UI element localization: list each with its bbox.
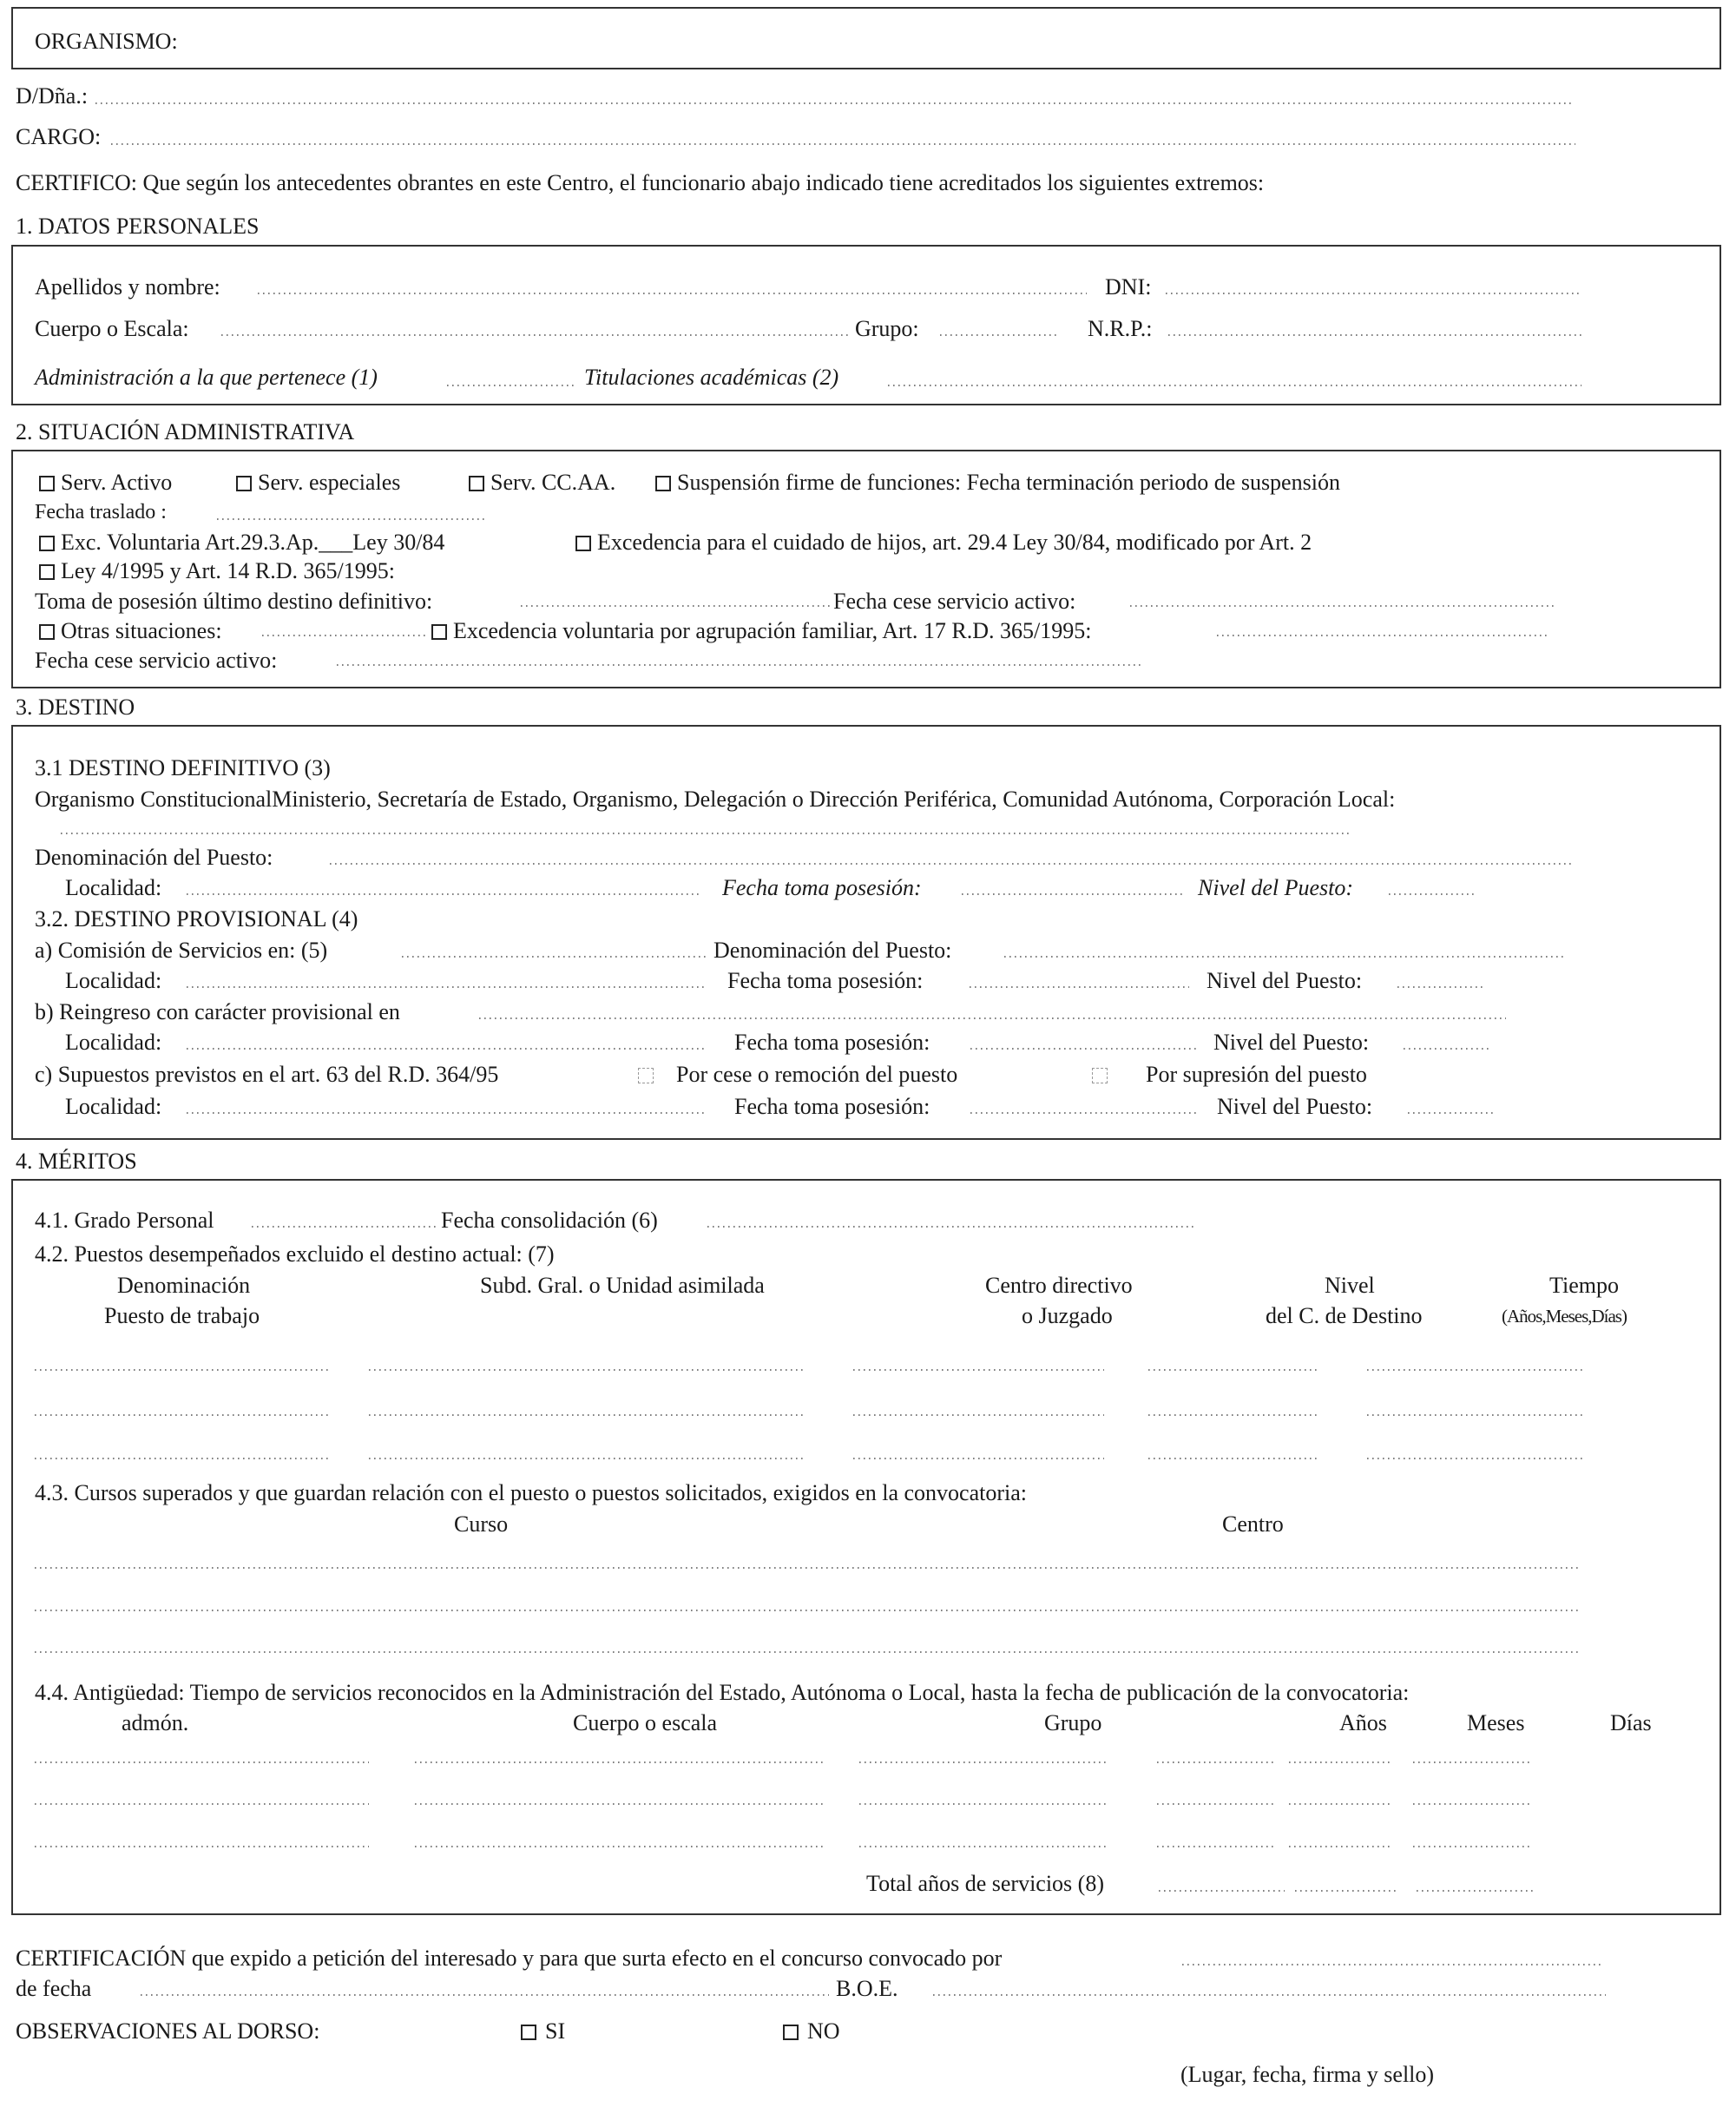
checkbox-agrupacion[interactable]	[431, 624, 447, 640]
titulaciones-label: Titulaciones académicas (2)	[584, 365, 839, 390]
supuestos-label: c) Supuestos previstos en el art. 63 del R.D. 364/95	[35, 1062, 499, 1087]
fecha-toma-label-a: Fecha toma posesión:	[727, 968, 924, 993]
section-4-box	[11, 1179, 1721, 1915]
section-2-title: 2. SITUACIÓN ADMINISTRATIVA	[16, 419, 355, 444]
grupo-label: Grupo:	[855, 316, 919, 341]
checkbox-suspension[interactable]	[655, 476, 671, 491]
lugar-fecha-firma: (Lugar, fecha, firma y sello)	[1180, 2062, 1435, 2087]
fecha-toma-label-c: Fecha toma posesión:	[734, 1094, 930, 1119]
certificacion-text: CERTIFICACIÓN que expido a petición del interesado y para que surta efecto en el concurso convocado por	[16, 1946, 1003, 1971]
denominacion-label: Denominación del Puesto:	[35, 845, 273, 870]
header-centro-directivo: Centro directivo	[985, 1273, 1133, 1298]
header-subd: Subd. Gral. o Unidad asimilada	[480, 1273, 765, 1298]
header-nivel: Nivel	[1325, 1273, 1375, 1298]
header-denominacion: Denominación	[117, 1273, 251, 1298]
boe-label: B.O.E.	[836, 1976, 898, 2001]
nrp-label: N.R.P.:	[1088, 316, 1153, 341]
cursos-label: 4.3. Cursos superados y que guardan relación con el puesto o puestos solicitados, exigidos en la convocatoria:	[35, 1480, 1028, 1505]
checkbox-serv-especiales[interactable]	[236, 476, 252, 491]
agrupacion-familiar-option[interactable]: Excedencia voluntaria por agrupación familiar, Art. 17 R.D. 365/1995:	[431, 620, 1091, 642]
checkbox-exc-hijos[interactable]	[575, 536, 591, 551]
checkbox-otras[interactable]	[39, 624, 55, 640]
header-c-destino: del C. de Destino	[1266, 1303, 1423, 1328]
denominacion-label-a: Denominación del Puesto:	[713, 938, 952, 963]
nivel-label-c: Nivel del Puesto:	[1217, 1094, 1373, 1119]
header-juzgado: o Juzgado	[1022, 1303, 1113, 1328]
puestos-desempenados-label: 4.2. Puestos desempeñados excluido el destino actual: (7)	[35, 1241, 555, 1267]
dias-header: Días	[1610, 1710, 1652, 1735]
organismo-constitucional-label: Organismo ConstitucionalMinisterio, Secretaría de Estado, Organismo, Delegación o Dirección Periférica, Comunidad Autónoma, Corporación Local:	[35, 787, 1396, 812]
admon-header: admón.	[122, 1710, 189, 1735]
header-anos-meses-dias: (Años,Meses,Días)	[1502, 1306, 1627, 1327]
section-1-title: 1. DATOS PERSONALES	[16, 214, 260, 239]
exc-hijos-option[interactable]: Excedencia para el cuidado de hijos, art. 29.4 Ley 30/84, modificado por Art. 2	[575, 531, 1312, 554]
localidad-label: Localidad:	[65, 875, 162, 900]
dni-label: DNI:	[1105, 274, 1152, 300]
reingreso-label: b) Reingreso con carácter provisional en	[35, 999, 400, 1024]
de-fecha-label: de fecha	[16, 1976, 92, 2001]
observaciones-label: OBSERVACIONES AL DORSO:	[16, 2018, 320, 2044]
section-3-title: 3. DESTINO	[16, 695, 135, 720]
supresion-option[interactable]: Por supresión del puesto	[1092, 1063, 1367, 1086]
nivel-label: Nivel del Puesto:	[1198, 875, 1354, 900]
fecha-toma-label-b: Fecha toma posesión:	[734, 1030, 930, 1055]
centro-header: Centro	[1222, 1511, 1284, 1537]
localidad-label-c: Localidad:	[65, 1094, 162, 1119]
localidad-label-b: Localidad:	[65, 1030, 162, 1055]
serv-especiales-option[interactable]: Serv. especiales	[236, 471, 400, 494]
toma-posesion-label: Toma de posesión último destino definitivo:	[35, 589, 433, 614]
curso-header: Curso	[454, 1511, 509, 1537]
serv-activo-option[interactable]: Serv. Activo	[39, 471, 172, 494]
fecha-cese-label-2: Fecha cese servicio activo:	[35, 648, 278, 673]
fecha-cese-label-1: Fecha cese servicio activo:	[833, 589, 1076, 614]
checkbox-ley[interactable]	[39, 564, 55, 580]
nivel-label-a: Nivel del Puesto:	[1207, 968, 1363, 993]
section-4-title: 4. MÉRITOS	[16, 1149, 137, 1174]
organismo-box[interactable]	[11, 7, 1721, 69]
administracion-label: Administración a la que pertenece (1)	[35, 365, 378, 390]
cuerpo-label: Cuerpo o Escala:	[35, 316, 189, 341]
serv-ccaa-option[interactable]: Serv. CC.AA.	[469, 471, 615, 494]
antiguedad-label: 4.4. Antigüedad: Tiempo de servicios reconocidos en la Administración del Estado, Autónoma o Local, hasta la fecha de publicación de la convocatoria:	[35, 1680, 1410, 1705]
otras-situaciones-option[interactable]: Otras situaciones:	[39, 620, 222, 642]
no-option[interactable]: NO	[783, 2020, 840, 2043]
header-tiempo: Tiempo	[1549, 1273, 1619, 1298]
checkbox-si[interactable]	[521, 2025, 536, 2040]
comision-label: a) Comisión de Servicios en: (5)	[35, 938, 328, 963]
cargo-label: CARGO:	[16, 124, 102, 149]
fecha-traslado-label: Fecha traslado :	[35, 501, 167, 523]
localidad-label-a: Localidad:	[65, 968, 162, 993]
organismo-label: ORGANISMO:	[35, 29, 178, 54]
certifico-text: CERTIFICO: Que según los antecedentes obrantes en este Centro, el funcionario abajo indicado tiene acreditados los siguientes extremos:	[16, 170, 1265, 195]
checkbox-exc-voluntaria[interactable]	[39, 536, 55, 551]
checkbox-cese-remocion[interactable]	[638, 1068, 654, 1083]
fecha-toma-label: Fecha toma posesión:	[722, 875, 922, 900]
grupo-header: Grupo	[1044, 1710, 1102, 1735]
checkbox-serv-ccaa[interactable]	[469, 476, 484, 491]
apellidos-label: Apellidos y nombre:	[35, 274, 220, 300]
suspension-option[interactable]: Suspensión firme de funciones: Fecha terminación periodo de suspensión	[655, 471, 1340, 494]
ley-option[interactable]: Ley 4/1995 y Art. 14 R.D. 365/1995:	[39, 560, 395, 583]
cese-remocion-option[interactable]: Por cese o remoción del puesto	[638, 1063, 957, 1086]
fecha-consolidacion-label: Fecha consolidación (6)	[441, 1208, 658, 1233]
destino-provisional-title: 3.2. DESTINO PROVISIONAL (4)	[35, 906, 358, 932]
header-puesto: Puesto de trabajo	[104, 1303, 260, 1328]
exc-voluntaria-option[interactable]: Exc. Voluntaria Art.29.3.Ap.___Ley 30/84	[39, 531, 444, 554]
dona-label: D/Dña.:	[16, 83, 89, 109]
destino-definitivo-title: 3.1 DESTINO DEFINITIVO (3)	[35, 755, 331, 780]
meses-header: Meses	[1467, 1710, 1525, 1735]
total-anos-label: Total años de servicios (8)	[866, 1871, 1104, 1896]
checkbox-serv-activo[interactable]	[39, 476, 55, 491]
nivel-label-b: Nivel del Puesto:	[1213, 1030, 1370, 1055]
checkbox-no[interactable]	[783, 2025, 799, 2040]
grado-personal-label: 4.1. Grado Personal	[35, 1208, 214, 1233]
si-option[interactable]: SI	[521, 2020, 565, 2043]
anos-header: Años	[1339, 1710, 1387, 1735]
cuerpo-escala-header: Cuerpo o escala	[573, 1710, 718, 1735]
checkbox-supresion[interactable]	[1092, 1068, 1108, 1083]
